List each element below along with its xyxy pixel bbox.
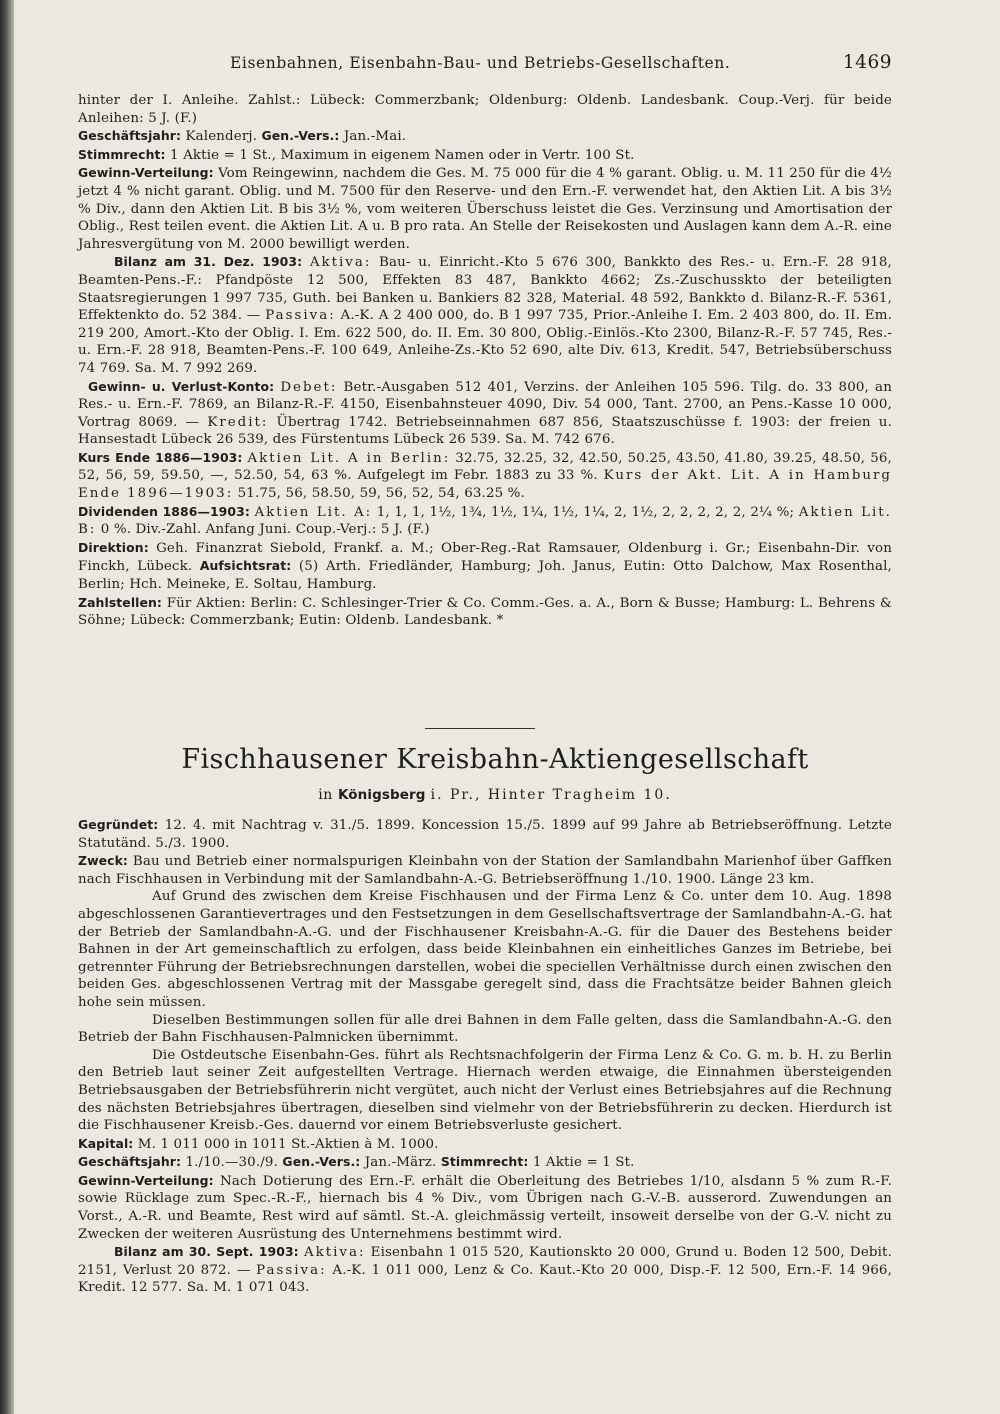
gewinn-verlust-konto-row: Gewinn- u. Verlust-Konto: Debet: Betr.-Ausgaben 512 401, Verzins. der Anleihen 105 596. Tilg. do. 33 800, an Res.- u. Ern.-F. 7869, an Bilanz-R.-F. 4150, Eisenbahnsteuer 4090, Div. 54 000, Tant. 2700, an Pens.-Kasse 10 000, Vortrag 8069. — Kredit: Übertrag 1742. Betriebseinnahmen 687 856, Staatszuschüsse f. 1903: der freien u. Hansestadt Lübeck 26 539, des Fürstentums Lübeck 26 539. Sa. M. 742 676. — [78, 378, 892, 448]
company-title: Fischhausener Kreisbahn-Aktiengesellschaft — [181, 744, 809, 775]
fischhausen-company-section — [78, 816, 892, 1297]
kurs-row: Kurs Ende 1886—1903: Aktien Lit. A in Berlin: 32.75, 32.25, 32, 42.50, 50.25, 43.50, 41.80, 39.25, 48.50, 56, 52, 56, 59, 59.50, —, 52.50, 54, 63 %. Aufgelegt im Febr. 1883 zu 33 %. Kurs der Akt. Lit. A in Hamburg Ende 1896—1903: 51.75, 56, 58.50, 59, 56, 52, 54, 63.25 %. — [78, 449, 892, 502]
zahlstellen-continuation: hinter der I. Anleihe. Zahlst.: Lübeck: Commerzbank; Oldenburg: Oldenb. Landesbank. Coup.-Verj. für beide Anleihen: 5 J. (F.) — [78, 93, 892, 126]
stimmrecht-row: Stimmrecht: 1 Aktie = 1 St., Maximum in eigenem Namen oder in Vertr. 100 St. — [78, 146, 635, 163]
gewinn-verteilung-row-2: Gewinn-Verteilung: Nach Dotierung des Ern.-F. erhält die Oberleitung des Betriebes 1/10, alsdann 5 % zum R.-F. sowie Rücklage zum Spec.-R.-F., hiernach bis 4 % Div., vom Übrigen nach G.-V.-B. ausserord. Zuwendungen an Vorst., A.-R. und Beamte, Rest wird auf sämtl. St.-A. gleichmässig verteilt, insoweit derselbe von der G.-V. nicht zu Zwecken der weiteren Ausrüstung des Unternehmens bestimmt wird. — [78, 1172, 892, 1242]
zweck-paragraph-3: Dieselben Bestimmungen sollen für alle drei Bahnen in dem Falle gelten, dass die Samlandbahn-A.-G. den Betrieb der Bahn Fischhausen-Palmnicken übernimmt. — [78, 1012, 892, 1046]
bilanz-row: Bilanz am 31. Dez. 1903: Aktiva: Bau- u. Einricht.-Kto 5 676 300, Bankkto des Res.- u. Ern.-F. 28 918, Beamten-Pens.-F.: Pfandpöste 12 500, Effekten 83 487, Bankkto 4662; Zs.-Zuschusskto der beteiligten Staatsregierungen 1 997 735, Guth. bei Banken u. Bankiers 82 328, Material. 48 592, Bankkto d. Bilanz-R.-F. 5361, Effektenkto do. 52 384. — Passiva: A.-K. A 2 400 000, do. B 1 997 735, Prior.-Anleihe I. Em. 2 403 800, do. II. Em. 219 200, Amort.-Kto der Oblig. I. Em. 622 500, do. II. Em. 30 800, Oblig.-Einlös.-Kto 2300, Bilanz-R.-F. 57 745, Res.- u. Ern.-F. 28 918, Beamten-Pens.-F. 100 649, Anleihe-Zs.-Kto 52 690, alte Div. 613, Kredit. 547, Betriebsüberschuss 74 769. Sa. M. 7 992 269. — [78, 254, 892, 376]
geschaeftsjahr-row-2: Geschäftsjahr: 1./10.—30./9. Gen.-Vers.: Jan.-März. Stimmrecht: 1 Aktie = 1 St. — [78, 1154, 635, 1171]
dividenden-row: Dividenden 1886—1903: Aktien Lit. A: 1, 1, 1, 1½, 1¾, 1½, 1¼, 1½, 1¼, 2, 1½, 2, 2, 2, 2, 2, 2¼ %; Aktien Lit. B: 0 %. Div.-Zahl. Anfang Juni. Coup.-Verj.: 5 J. (F.) — [78, 503, 892, 538]
previous-company-section — [78, 92, 892, 630]
zweck-row: Zweck: Bau und Betrieb einer normalspurigen Kleinbahn von der Station der Samlandbahn Marienhof über Gaffken nach Fischhausen in Verbindung mit der Samlandbahn-A.-G. Betriebseröffnung 1./10. 1900. Länge 23 km. — [78, 853, 892, 887]
page-spine-shadow — [0, 0, 14, 1414]
page-number: 1469 — [842, 52, 892, 73]
gewinn-verteilung-row: Gewinn-Verteilung: Vom Reingewinn, nachdem die Ges. M. 75 000 für die 4 % garant. Oblig. u. M. 11 250 für die 4½ jetzt 4 % nicht garant. Oblig. und M. 7500 für den Reserve- und den Ern.-F. verwendet hat, den Aktien Lit. A bis 3½ % Div., dann den Aktien Lit. B bis 3½ %, vom weiteren Überschuss leistet die Ges. Verzinsung und Amortisation der Oblig., Rest teilen event. die Aktien Lit. A u. B pro rata. An Stelle der Reisekosten und Auslagen kann dem A.-R. eine Jahresvergütung von M. 2000 bewilligt werden. — [78, 165, 892, 252]
section-divider — [425, 728, 535, 729]
zweck-paragraph-4: Die Ostdeutsche Eisenbahn-Ges. führt als Rechtsnachfolgerin der Firma Lenz & Co. G. m. b. H. zu Berlin den Betrieb laut seiner Zeit aufgestellten Vertrage. Hiernach werden etwaige, die Einnahmen übersteigenden Betriebsausgaben der Betriebsführerin nicht vergütet, auch nicht der Verlust eines Betriebsjahres auf die Rechnung des nächsten Betriebsjahres übertragen, dieselben sind vielmehr von der Betriebsführerin zu decken. Hierdurch ist die Fischhausener Kreisb.-Ges. dauernd vor einem Betriebsverluste gesichert. — [78, 1047, 892, 1134]
gegruendet-row: Gegründet: 12. 4. mit Nachtrag v. 31./5. 1899. Koncession 15./5. 1899 auf 99 Jahre ab Betriebseröffnung. Letzte Statutänd. 5./3. 1900. — [78, 817, 892, 851]
zweck-paragraph-2: Auf Grund des zwischen dem Kreise Fischhausen und der Firma Lenz & Co. unter dem 10. Aug. 1898 abgeschlossenen Garantievertrages und den Festsetzungen in dem Gesellschaftsvertrage der Samlandbahn-A.-G. hat der Betrieb der Samlandbahn-A.-G. und der Fischhausener Kreisbahn-A.-G. für die Dauer des Bestehens beider Bahnen in der Art gemeinschaftlich zu erfolgen, dass beide Kleinbahnen ein einheitliches Ganzes im Betriebe, bei getrennter Führung der Betriebsrechnungen darstellen, wobei die speciellen Verhältnisse durch einen zwischen den beiden Ges. abgeschlossenen Vertrag mit der Massgabe geregelt sind, dass die Frachtsätze beider Bahnen gleich hohe sein müssen. — [78, 889, 892, 1010]
direktion-row: Direktion: Geh. Finanzrat Siebold, Frankf. a. M.; Ober-Reg.-Rat Ramsauer, Oldenburg i. Gr.; Eisenbahn-Dir. von Finckh, Lübeck. Aufsichtsrat: (5) Arth. Friedländer, Hamburg; Joh. Janus, Eutin: Otto Dalchow, Max Rosenthal, Berlin; Hch. Meineke, E. Soltau, Hamburg. — [78, 539, 892, 593]
company-location: in Königsberg i. Pr., Hinter Tragheim 10. — [318, 787, 672, 803]
page-header — [90, 50, 892, 80]
geschaeftsjahr-row: Geschäftsjahr: Kalenderj. Gen.-Vers.: Jan.-Mai. — [78, 128, 407, 145]
bilanz-row-2: Bilanz am 30. Sept. 1903: Aktiva: Eisenbahn 1 015 520, Kautionskto 20 000, Grund u. Boden 12 500, Debit. 2151, Verlust 20 872. — Passiva: A.-K. 1 011 000, Lenz & Co. Kaut.-Kto 20 000, Disp.-F. 12 500, Ern.-F. 14 966, Kredit. 12 577. Sa. M. 1 071 043. — [78, 1244, 892, 1296]
kapital-row: Kapital: M. 1 011 000 in 1011 St.-Aktien à M. 1000. — [78, 1135, 439, 1152]
end-mark: * — [496, 613, 504, 629]
running-title: Eisenbahnen, Eisenbahn-Bau- und Betriebs-Gesellschaften. — [230, 54, 731, 72]
zahlstellen-row: Zahlstellen: Für Aktien: Berlin: C. Schlesinger-Trier & Co. Comm.-Ges. a. A., Born & Busse; Hamburg: L. Behrens & Söhne; Lübeck: Commerzbank; Eutin: Oldenb. Landesbank. * — [78, 594, 892, 629]
